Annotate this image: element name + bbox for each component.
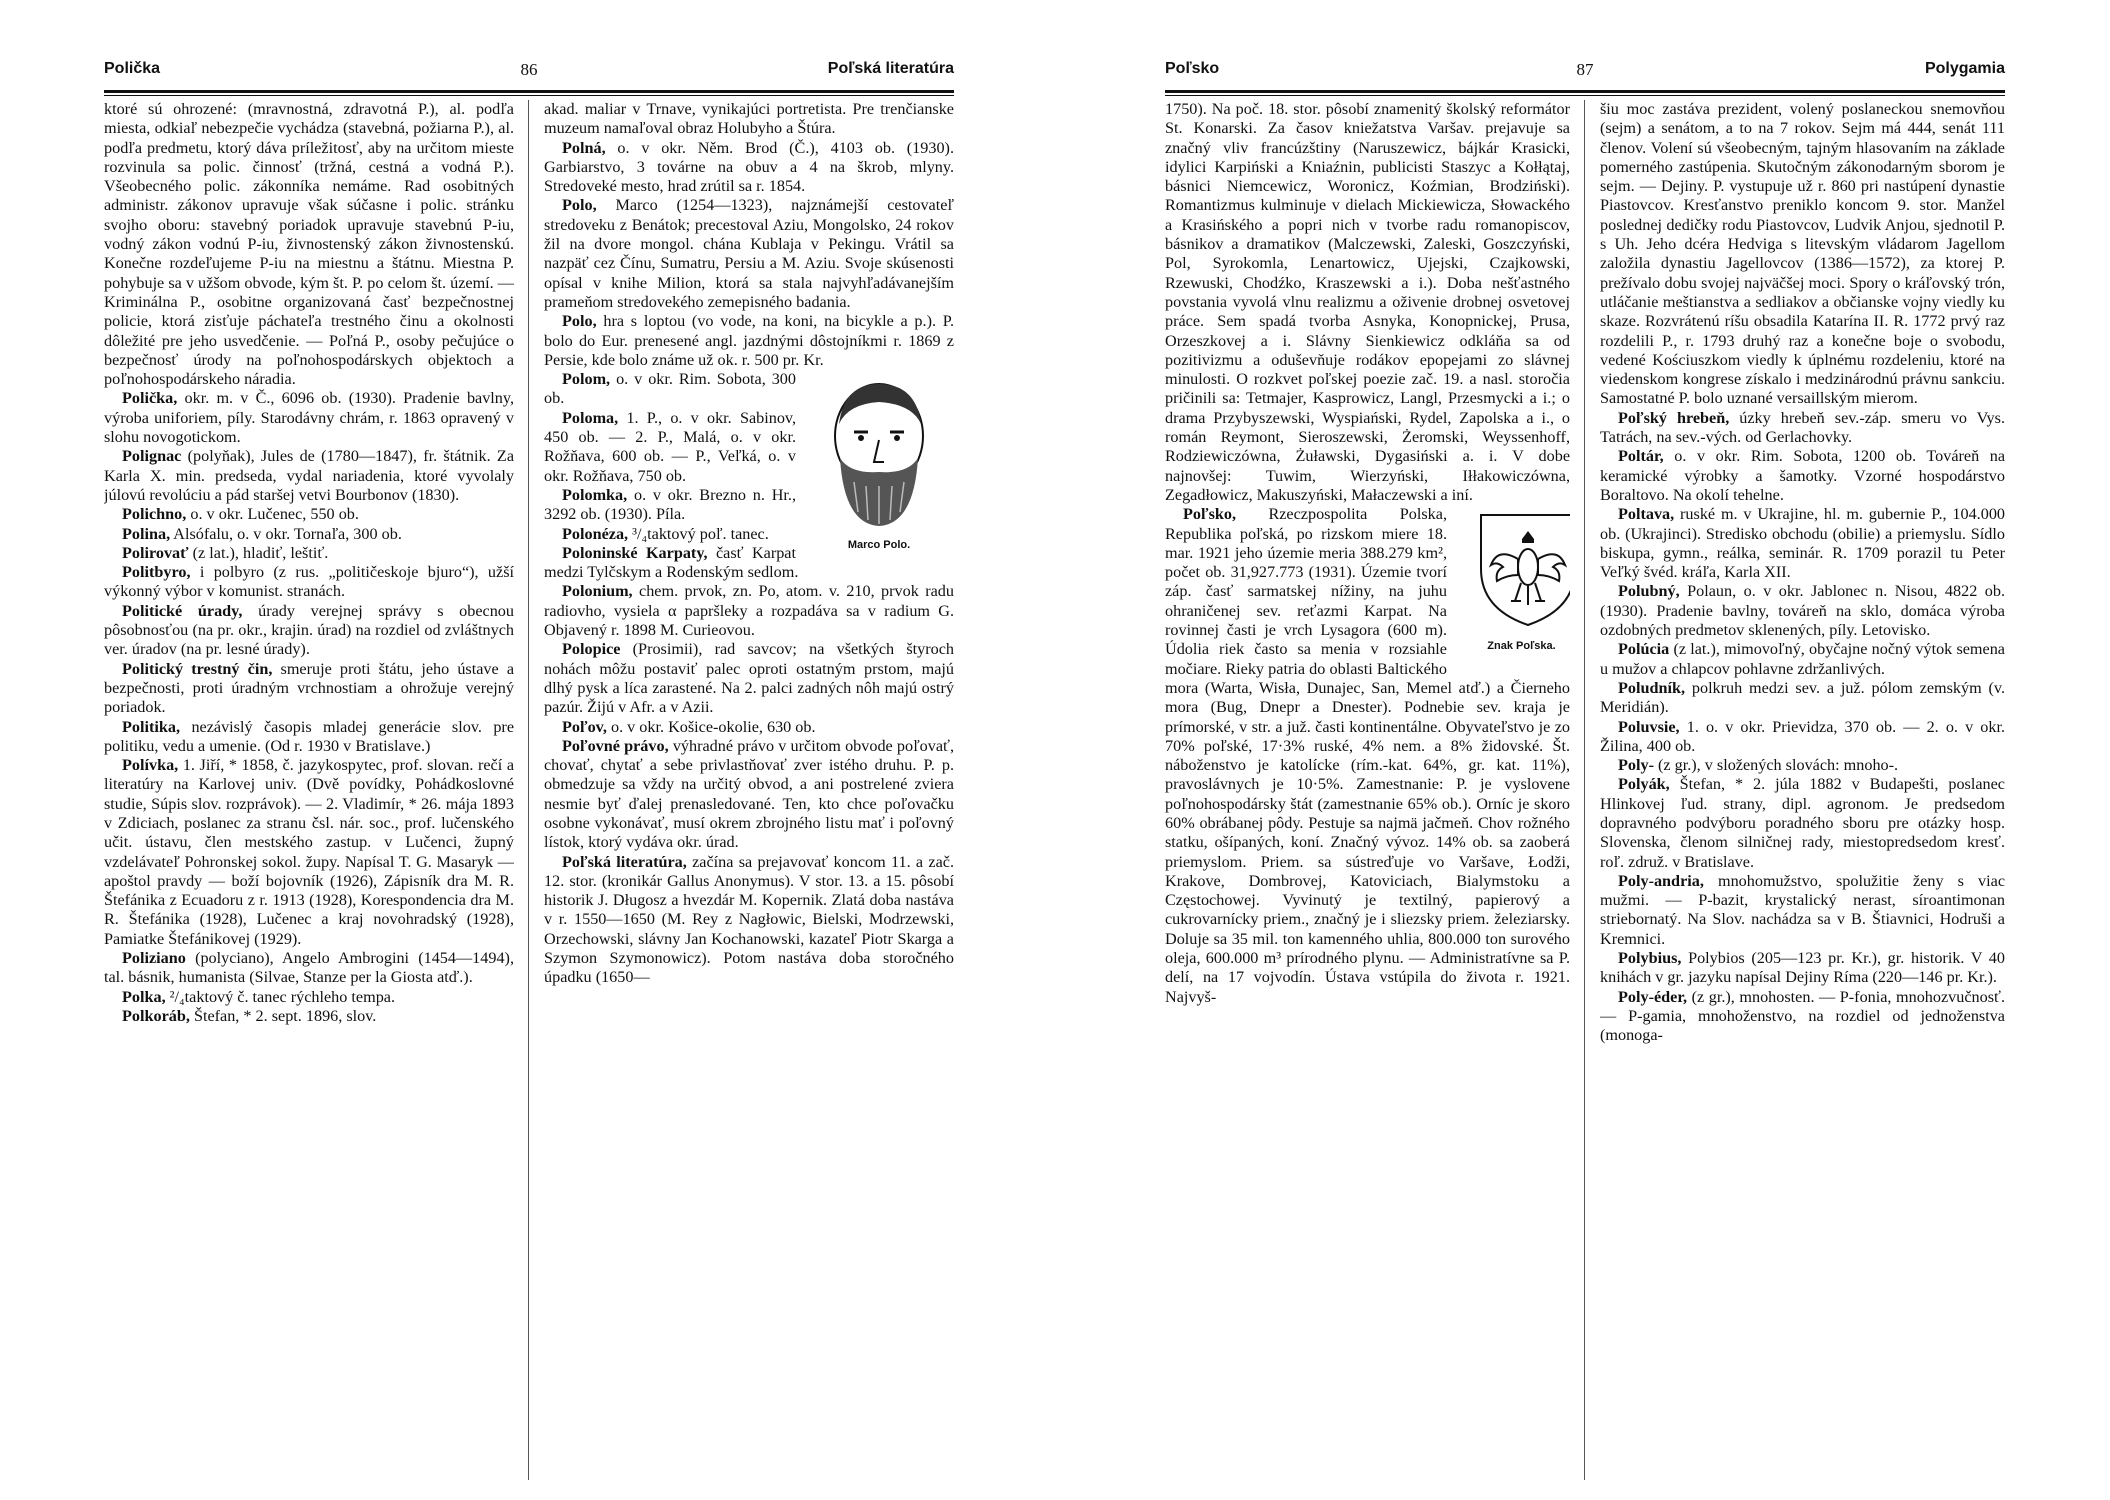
dictionary-entry xyxy=(104,756,514,949)
entry-text: (z gr.), mnohosten. — P-fonia, mnohozvučnosť. — P-gamia, mnohoženstvo, na rozdiel od jednoženstva (monoga- xyxy=(1600,987,2005,1045)
entry-text: ²/₄taktový č. tanec rýchleho tempa. xyxy=(169,987,396,1006)
dictionary-entry xyxy=(1600,582,2005,640)
entry-text: (Prosimii), rad savcov; na všetkých štyroch nohách môžu postaviť palec oproti ostatným prstom, majú dlhý pysk a líca zarastené. Na 2. palci zadných nôh majú ostrý pazúr. Žijú v Afr. a v Azii. xyxy=(544,640,954,717)
entry-text: ruské m. v Ukrajine, hl. m. gubernie P., 104.000 ob. (Ukrajinci). Stredisko obchodu (obilie) a priemyslu. Sídlo biskupa, gymn., reálka, seminár. R. 1709 porazil tu Peter Veľký švéd. kráľa, Karla XII. xyxy=(1600,505,2005,582)
dictionary-entry xyxy=(104,544,514,563)
entry-headword: Polkoráb, xyxy=(122,1006,190,1025)
entry-text: mnohomužstvo, spolužitie ženy s viac mužmi. — P-bazit, krystalický nerast, síroantimonan striebornatý. Na Slov. nachádza sa v B. Štiavnici, Hodruši a Kremnici. xyxy=(1600,871,2005,948)
entry-text: (z lat.), mimovoľný, obyčajne nočný výtok semena u mužov a chlapcov pohlavne zdržanlivých. xyxy=(1600,640,2005,678)
entry-text: o. v okr. Rim. Sobota, 1200 ob. Továreň na keramické výrobky a šamotky. Vzorné hospodárstvo Boraltovo. Na okolí tehelne. xyxy=(1600,447,2005,504)
entry-text: (polyňak), Jules de (1780—1847), fr. štátnik. Za Karla X. min. predseda, vydal nariadenia, ktoré vyvolaly júlovú revolúciu a pád staršej vetvi Bourbonov (1830). xyxy=(104,447,514,504)
dictionary-entry xyxy=(544,737,954,853)
entry-headword: Polívka, xyxy=(122,756,179,775)
column-divider xyxy=(528,100,529,1480)
dictionary-entry xyxy=(104,447,514,505)
header-rule-thin xyxy=(1165,95,2005,96)
header-rule xyxy=(1165,90,2005,93)
entry-text: okr. m. v Č., 6096 ob. (1930). Pradenie bavlny, výroba uniforiem, píly. Starodávny chrám, r. 1863 opravený v slohu novogotickom. xyxy=(104,389,514,447)
entry-text: Marco (1254—1323), najznámejší cestovateľ stredoveku z Benátok; precestoval Aziu, Mongolsko, 24 rokov žil na dvore mongol. chána Kublaja v Pekingu. Vrátil sa nazpäť cez Čínu, Sumatru, Persiu a M. Aziu. Svoje skúsenosti opísal v knihe Milion, ktorá sa stala najvyhľadávanejším prameňom stredovekého zemepisného badania. xyxy=(544,196,954,311)
polish-coat-of-arms-figure xyxy=(1455,509,1570,656)
dictionary-entry xyxy=(1600,756,2005,775)
left-header-guideword: Polička xyxy=(104,60,161,77)
dictionary-entry xyxy=(104,100,514,389)
entry-polsko xyxy=(1165,505,1570,1007)
entry-text: smeruje proti štátu, jeho ústave a bezpečnosti, proti úradným vrchnostiam a ohrožuje verejný poriadok. xyxy=(104,659,514,717)
entry-headword: Poľov, xyxy=(562,717,607,736)
entry-text: Polaun, o. v okr. Jablonec n. Nisou, 4822 ob. (1930). Pradenie bavlny, továreň na sklo, domáca výroba ozdobných predmetov sklenených, píly. Letovisko. xyxy=(1600,582,2005,640)
dictionary-entry xyxy=(1600,679,2005,718)
marco-polo-portrait-figure xyxy=(804,374,954,556)
column-divider xyxy=(1584,100,1585,1480)
entry-continuation: šiu moc zastáva prezident, volený poslaneckou snemovňou (sejm) a senátom, a to na 7 rokov. Sejm má 444, senát 111 členov. Volení sú všeobecným, tajným hlasovaním na základe pomerného zastúpenia. Skutočným zákonodarným sborom je sejm. — Dejiny. P. vystupuje už r. 860 pri nastúpení dynastie Piastovcov. Kresťanstvo preniklo koncom 9. stor. Manžel poslednej dedičky rodu Piastovcov, Ludvik Anjou, sjednotil P. s Uh. Jeho dcéra Hedviga s litevským vládarom Jagellom založila dynastiu Jagellovcov (1386—1572), za ktorej P. prežívalo dobu svojej najväčšej moci. Spory o kráľovský trón, utláčanie meštianstva a sedliakov a občianske vojny viedly ku skaze. Rozvrátenú ríšu obsadila Katarína II. R. 1772 prvý raz rozdelili P., r. 1793 druhý raz a konečne boje o svobodu, vedené Kościuszkom viedly k úplnému rozdeleniu, ktoré na viedenskom kongrese získalo i medzinárodnú právnu sankciu. Samostatné P. bolo uznané versaillským mierom. xyxy=(1600,100,2005,408)
right-page-column-2 xyxy=(1600,100,2005,1490)
dictionary-entry xyxy=(1600,447,2005,505)
dictionary-entry xyxy=(104,718,514,757)
entry-headword: Polignac xyxy=(122,447,182,466)
dictionary-entry xyxy=(544,718,954,737)
right-header-guideword: Poľsko xyxy=(1165,60,1220,77)
dictionary-entry xyxy=(1600,505,2005,582)
entry-continuation: akad. maliar v Trnave, vynikajúci portretista. Pre trenčianske muzeum namaľoval obraz Holubyho a Štúra. xyxy=(544,100,954,138)
right-page xyxy=(1165,0,2005,1500)
entry-headword: Polo, xyxy=(562,196,597,215)
right-page-header xyxy=(1165,54,2005,84)
entry-headword: Polom, xyxy=(562,370,611,389)
left-page-header xyxy=(104,54,954,84)
entry-headword: Poly-éder, xyxy=(1618,987,1688,1006)
dictionary-entry xyxy=(544,853,954,988)
entry-text: Štefan, * 2. sept. 1896, slov. xyxy=(193,1006,377,1025)
entry-headword: Politika, xyxy=(122,717,181,736)
entry-headword: Polička, xyxy=(122,389,178,408)
figure-caption: Znak Poľska. xyxy=(1487,639,1556,652)
dictionary-entry xyxy=(1600,775,2005,871)
dictionary-entry xyxy=(104,525,514,544)
entry-headword: Poly- xyxy=(1618,756,1654,775)
entry-headword: Poľovné právo, xyxy=(562,736,669,755)
dictionary-entry xyxy=(544,196,954,312)
header-rule xyxy=(104,90,954,93)
entry-continuation: 1750). Na poč. 18. stor. pôsobí znamenitý školský reformátor St. Konarski. Za časov kniežatstva Varšav. prejavuje sa značný vliv francúzštiny (Naruszewicz, bájkár Krasicki, idylici Karpiński a Kniaźnin, publicisti Staszyc a Kołłątaj, básnici Niemcewicz, Woronicz, Koźmian, Brodziński). Romantizmus kulminuje v dielach Mickiewicza, Słowackého a Krasińského a popri nich v tvorbe radu romanopiscov, básnikov a dramatikov (Malczewski, Zaleski, Goszczyński, Pol, Syrokomla, Lenartowicz, Ujejski, Czajkowski, Rzewuski, Chodźko, Kraszewski a i.). Doba nešťastného povstania vyvolá vlnu realizmu a oživenie drobnej osvetovej práce. Sem spadá tvorba Asnyka, Konopnickej, Prusa, Orzeszkovej a i. Slávny Sienkiewicz odkláňa sa od pozitivizmu a oduševňuje rodákov epopejami zo slávnej minulosti. O rozkvet poľskej poezie zač. 19. a nasl. storočia pričinili sa: Tetmajer, Kasprowicz, Langl, Przesmycki a i.; o drama Przybyszewski, Wyspiański, Rydel, Zapolska a i., o román Reymont, Sieroszewski, Żeromski, Weyssenhoff, Rodziewiczówna, Żuławski, Dygasiński a. i. V dobe najnovšej: Tuwim, Wierzyński, Iłłakowiczówna, Zegadłowicz, Makuszyński, Małaczewski a iní. xyxy=(1165,100,1570,504)
dictionary-entry xyxy=(1600,872,2005,949)
entry-headword: Polonéza, xyxy=(562,524,629,543)
entry-text: polkruh medzi sev. a juž. pólom zemským (v. Meridián). xyxy=(1600,678,2005,717)
left-header-guideword-end: Poľská literatúra xyxy=(827,60,954,77)
entry-headword: Polirovať xyxy=(122,543,189,562)
entry-text: o. v okr. Něm. Brod (Č.), 4103 ob. (1930). Garbiarstvo, 3 továrne na obuv a 4 na škrob, mlyny. Stredoveké mesto, hrad zrútil sa r. 1854. xyxy=(544,138,954,196)
entry-text: úzky hrebeň sev.-záp. smeru vo Vys. Tatrách, na sev.-vých. od Gerlachovky. xyxy=(1600,408,2005,447)
entry-text: ³/₄taktový poľ. tanec. xyxy=(632,524,769,543)
right-page-column-1 xyxy=(1165,100,1570,1490)
header-rule-thin xyxy=(104,95,954,96)
dictionary-entry xyxy=(544,312,954,370)
entry-text: ktoré sú ohrozené: (mravnostná, zdravotná P.), al. podľa miesta, odkiaľ nebezpečie vychádza (stavebná, požiarna P.), al. podľa predmetu, ktorý dáva príležitosť, aby na určitom mieste rozvinula sa polic. činnosť (tržná, cestná a vodná P.). Všeobecného polic. zákonníka nemáme. Rad osobitných administr. zákonov upravuje však súčasne i polic. stránku svojho oboru: stavebný poriadok upravuje stavebnú P-iu, vodný zákon vodnú P-iu, živnostenský zákon živnostenskú. Konečne rozdeľujeme P-iu na miestnu a štátnu. Miestna P. pohybuje sa v užšom obvode, kým št. P. po celom št. území. — Kriminálna P., osobitne organizovaná časť bezpečnostnej policie, ktorá zisťuje páchateľa trestného činu a okolnosti dôležité pre jeho usvedčenie. — Poľná P., osoby pečujúce o bezpečnosť úrody na poľnohospodárskych objektoch a poľnohospodárskeho náradia. xyxy=(104,100,514,389)
entry-headword: Poludník, xyxy=(1618,678,1686,697)
entry-text: chem. prvok, zn. Po, atom. v. 210, prvok radu radiovho, vysiela α papršleky a rozpadáva sa v radium G. Objavený r. 1898 M. Curieovou. xyxy=(544,582,954,640)
entry-text: (z gr.), v složených slovách: mnoho-. xyxy=(1658,756,1899,775)
entry-text: 1. P., o. v okr. Sabinov, 450 ob. — 2. P., Malá, o. v okr. Rožňava, 600 ob. — P., Veľká, o. v okr. Rožňava, 750 ob. xyxy=(544,408,797,485)
figure-caption: Marco Polo. xyxy=(847,539,911,552)
left-page xyxy=(104,0,954,1500)
entry-text: o. v okr. Košice-okolie, 630 ob. xyxy=(610,717,816,736)
dictionary-entry xyxy=(544,139,954,197)
left-page-number: 86 xyxy=(520,60,538,79)
entry-headword: Poluvsie, xyxy=(1618,717,1680,736)
dictionary-entry xyxy=(1600,640,2005,679)
entry-text: hra s loptou (vo vode, na koni, na bicykle a p.). P. bolo do Eur. prenesené angl. jazdnými dôstojníkmi r. 1869 z Persie, kde bolo známe už ok. r. 500 pr. Kr. xyxy=(544,312,954,369)
entry-text: 1. Jiří, * 1858, č. jazykospytec, prof. slovan. rečí a literatúry na Karlovej univ. (Dvě povídky, Pohádkoslovné studie, Súpis slov. rozprávok). — 2. Vladimír, * 26. mája 1893 v Zdiciach, poslanec za stranu čsl. nár. soc., prof. lučenského učit. ústavu, člen mestského zastup. v Lučenci, župný vzdelávateľ Pohronskej sokol. župy. Napísal T. G. Masaryk — apoštol pravdy — boží bojovník (1926), Zápisník dra M. R. Štefánika z Ecuadoru z r. 1913 (1928), Korespondencia dra M. R. Štefánika (1928), Lučenec a kraj novohradský (1928), Pamiatke Štefánikovej (1929). xyxy=(104,756,514,948)
right-page-number: 87 xyxy=(1576,60,1594,79)
entry-headword: Polybius, xyxy=(1618,949,1682,968)
left-page-column-2 xyxy=(544,100,954,1490)
entry-text: časť Karpat medzi Tylčskym a Rodenským sedlom. xyxy=(544,543,799,582)
entry-text: výhradné právo v určitom obvode poľovať, chovať, chytať a sebe privlastňovať zver istého druhu. P. p. obmedzuje sa vždy na určitý obvod, a ani postrelené zviera nesmie byť ďalej prenasledované. Ten, kto chce poľovačku osobne vykonávať, musí okrem zbrojného listu mať i poľovný lístok, ktorý vydáva okr. úrad. xyxy=(544,736,954,852)
dictionary-entry xyxy=(1600,718,2005,757)
dictionary-entry xyxy=(1600,409,2005,448)
entry-headword: Polubný, xyxy=(1618,582,1680,601)
dictionary-entry xyxy=(104,563,514,602)
entry-headword: Polina, xyxy=(122,524,171,543)
dictionary-entry xyxy=(104,949,514,988)
entry-headword: Polonium, xyxy=(562,582,633,601)
entry-headword: Poltava, xyxy=(1618,505,1675,524)
entry-headword: Polka, xyxy=(122,987,166,1006)
entry-headword: Politický trestný čin, xyxy=(122,659,273,678)
dictionary-entry xyxy=(104,389,514,447)
dictionary-entry xyxy=(104,1007,514,1026)
dictionary-entry xyxy=(104,988,514,1007)
dictionary-entry xyxy=(104,602,514,660)
entry-text: nezávislý časopis mladej generácie slov. pre politiku, vedu a umenie. (Od r. 1930 v Bratislave.) xyxy=(104,717,514,755)
entry-headword: Politbyro, xyxy=(122,563,191,582)
entry-headword: Polo, xyxy=(562,312,597,331)
dictionary-entry xyxy=(544,640,954,717)
entry-headword: Poly-andria, xyxy=(1618,871,1704,890)
entry-text: Polybios (205—123 pr. Kr.), gr. historik. V 40 knihách v gr. jazyku napísal Dejiny Ríma (220—146 pr. Kr.). xyxy=(1600,949,2005,987)
right-header-guideword-end: Polygamia xyxy=(1924,60,2005,77)
entry-text: úrady verejnej správy s obecnou pôsobnosťou (na pr. okr., krajin. úrad) na rozdiel od zvláštnych ver. úradov (na pr. lesné úrady). xyxy=(104,601,514,659)
entry-text: Štefan, * 2. júla 1882 v Budapešti, poslanec Hlinkovej ľud. strany, dipl. agronom. Je predsedom dopravného podvýboru poradného sboru pre otázky hosp. Slovenska, členom silničnej rady, miestopredsedom kresť. roľ. združ. v Bratislave. xyxy=(1600,775,2005,871)
entry-text: i polbyro (z rus. „političeskoje bjuro“), užší výkonný výbor v komunist. stranách. xyxy=(104,563,514,601)
entry-headword: Poľská literatúra, xyxy=(562,852,687,871)
dictionary-entry xyxy=(104,505,514,524)
dictionary-entry xyxy=(544,582,954,640)
entry-text: (polyciano), Angelo Ambrogini (1454—1494), tal. básnik, humanista (Silvae, Stanze per la Giosta atď.). xyxy=(104,949,514,987)
entry-headword: Poltár, xyxy=(1618,447,1664,466)
dictionary-entry xyxy=(1600,988,2005,1046)
entry-headword: Poloninské Karpaty, xyxy=(562,543,708,562)
entry-headword: Polomka, xyxy=(562,485,628,504)
entry-headword: Poloma, xyxy=(562,408,619,427)
dictionary-entry xyxy=(104,660,514,718)
entry-text: o. v okr. Lučenec, 550 ob. xyxy=(190,505,359,524)
entry-headword: Poľsko, xyxy=(1183,505,1237,524)
entry-text: (z lat.), hladiť, leštiť. xyxy=(192,543,329,562)
marco-polo-portrait-icon xyxy=(804,374,954,529)
entry-text: o. v okr. Brezno n. Hr., 3292 ob. (1930). Píla. xyxy=(544,485,796,524)
entry-text: Alsófalu, o. v okr. Tornaľa, 300 ob. xyxy=(173,524,402,543)
entry-headword: Politické úrady, xyxy=(122,601,243,620)
entry-headword: Polúcia xyxy=(1618,640,1670,659)
left-page-column-1 xyxy=(104,100,514,1490)
entry-headword: Polopice xyxy=(562,640,621,659)
entry-headword: Polná, xyxy=(562,138,606,157)
entry-headword: Polichno, xyxy=(122,505,187,524)
entry-text: Rzeczpospolita Polska, Republika poľská, po rizskom miere 18. mar. 1921 jeho územie meria 388.279 km², počet ob. 31,927.773 (1931). Územie tvorí záp. časť sarmatskej nížiny, na juhu ohraničenej sev. reťazmi Karpat. Na rovinnej časti je vrch Lysagora (600 m). Údolia riek často sa menia v rozsiahle močiare. Rieky patria do oblasti Baltického mora (Warta, Wisła, Dunajec, San, Memel atď.) a Čierneho mora (Bug, Dnepr a Dnester). Podnebie sev. kraja je prímorské, v str. a juž. časti kontinentálne. Obyvateľstvo je zo 70% poľské, 17·3% ruské, 4% nem. a 8% židovské. Št. náboženstvo je katolícke (rím.-kat. 64%, gr. kat. 11%), pravoslávnych je 10·5%. Zamestnanie: P. je vyslovene poľnohospodársky štát (zamestnanie 65% ob.). Orníc je skoro 60% obrábanej pôdy. Pestuje sa najmä jačmeň. Chov rožného statku, ošípaných, koní. Značný vývoz. 14% ob. sa zaoberá priemyslom. Priem. sa sústreďuje vo Varšave, Łodži, Krakove, Dombrovej, Katoviciach, Bialymstoku a Częstochowej. Vyvinutý je textilný, papierový a cukrovarnícky priem., značný je i sliezsky priem. železiarsky. Doluje sa 35 mil. ton kamenného uhlia, 800.000 ton surového oleja, 600.000 m³ prírodného plynu. — Administratívne sa P. delí, na 17 vojvodín. Ústava vstúpila do života r. 1921. Najvyš- xyxy=(1165,505,1570,1006)
entry-text: 1. o. v okr. Prievidza, 370 ob. — 2. o. v okr. Žilina, 400 ob. xyxy=(1600,717,2005,755)
eagle-coat-of-arms-icon xyxy=(1473,509,1570,629)
entry-headword: Poľský hrebeň, xyxy=(1618,408,1730,427)
entry-headword: Poliziano xyxy=(122,949,186,968)
entry-headword: Polyák, xyxy=(1618,775,1670,794)
dictionary-entry xyxy=(1600,949,2005,988)
entry-text: o. v okr. Rim. Sobota, 300 ob. xyxy=(544,370,796,408)
entry-text: začína sa prejavovať koncom 11. a zač. 12. stor. (kronikár Gallus Anonymus). V stor. 13. a 15. pôsobí historik J. Długosz a hvezdár M. Kopernik. Zlatá doba nastáva v r. 1550—1650 (M. Rey z Nagłowic, Bielski, Modrzewski, Orzechowski, slávny Jan Kochanowski, kazateľ Piotr Skarga a Szymon Szymonowicz). Potom nastáva doba storočného úpadku (1650— xyxy=(544,852,954,987)
